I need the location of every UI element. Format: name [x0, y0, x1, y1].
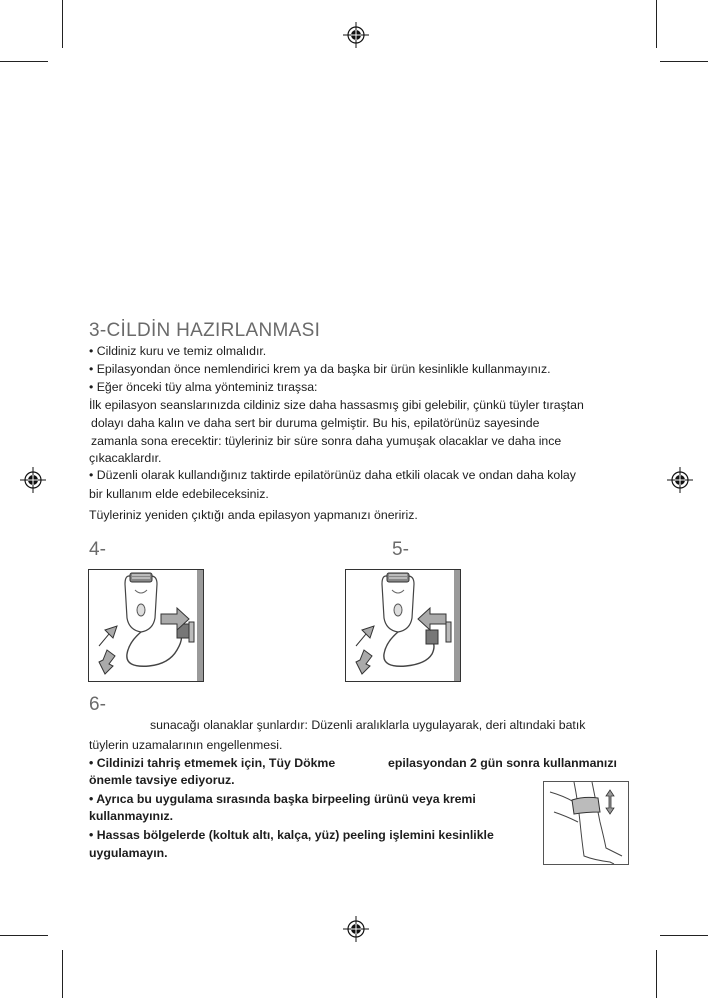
crop-mark: [62, 0, 63, 48]
crop-mark: [656, 950, 657, 998]
figure-5-illustration: [345, 569, 461, 682]
leg-exfoliation-icon: [544, 782, 628, 864]
section-3-line: • Düzenli olarak kullandığınız taktirde epilatörünüz daha etkili olacak ve ondan daha kolay: [89, 468, 576, 482]
registration-mark-icon: [343, 22, 369, 48]
figure-4-illustration: [88, 569, 204, 682]
crop-mark: [660, 935, 708, 936]
section-6-line: önemle tavsiye ediyoruz.: [89, 773, 235, 787]
crop-mark: [62, 950, 63, 998]
section-6-line: tüylerin uzamalarının engellenmesi.: [89, 738, 283, 752]
section-3-line: • Cildiniz kuru ve temiz olmalıdır.: [89, 344, 267, 358]
section-3-line: dolayı daha kalın ve daha sert bir duruma gelmiştir. Bu his, epilatörünüz sayesinde: [91, 416, 540, 430]
section-6-number: 6-: [89, 694, 106, 715]
crop-mark: [656, 0, 657, 48]
section-6-line: uygulamayın.: [89, 846, 168, 860]
section-3-line: Tüyleriniz yeniden çıktığı anda epilasyon yapmanızı öneririz.: [89, 508, 418, 522]
figure-6-illustration: [543, 781, 629, 865]
section-3-line: zamanla sona erecektir: tüyleriniz bir süre sonra daha yumuşak olacaklar ve daha ince: [91, 434, 562, 448]
section-3-line: • Epilasyondan önce nemlendirici krem ya da başka bir ürün kesinlikle kullanmayınız.: [89, 362, 551, 376]
section-6-line: • Hassas bölgelerde (koltuk altı, kalça, yüz) peeling işlemini kesinlikle: [89, 828, 494, 842]
section-6-line: • Cildinizi tahriş etmemek için, Tüy Dökme: [89, 756, 336, 770]
section-6-line: kullanmayınız.: [89, 809, 174, 823]
section-5-number: 5-: [392, 539, 409, 560]
section-6-line: sunacağı olanaklar şunlardır: Düzenli aralıklarla uygulayarak, deri altındaki batık: [150, 718, 586, 732]
section-3-line: çıkacaklardır.: [89, 451, 162, 465]
crop-mark: [660, 61, 708, 62]
epilator-charging-icon: [89, 570, 203, 681]
registration-mark-icon: [343, 916, 369, 942]
section-3-title: 3-CİLDİN HAZIRLANMASI: [89, 320, 321, 341]
section-3-line: • Eğer önceki tüy alma yönteminiz tıraşsa:: [89, 380, 318, 394]
epilator-unplug-icon: [346, 570, 460, 681]
crop-mark: [0, 935, 48, 936]
registration-mark-icon: [667, 467, 693, 493]
section-6-line: epilasyondan 2 gün sonra kullanmanızı: [388, 756, 617, 770]
section-6-line: • Ayrıca bu uygulama sırasında başka birpeeling ürünü veya kremi: [89, 792, 476, 806]
section-4-number: 4-: [89, 539, 106, 560]
section-3-line: İlk epilasyon seanslarınızda cildiniz size daha hassasmış gibi gelebilir, çünkü tüyler tıraştan: [89, 398, 584, 412]
registration-mark-icon: [20, 467, 46, 493]
section-3-line: bir kullanım elde edebileceksiniz.: [89, 487, 269, 501]
crop-mark: [0, 61, 48, 62]
